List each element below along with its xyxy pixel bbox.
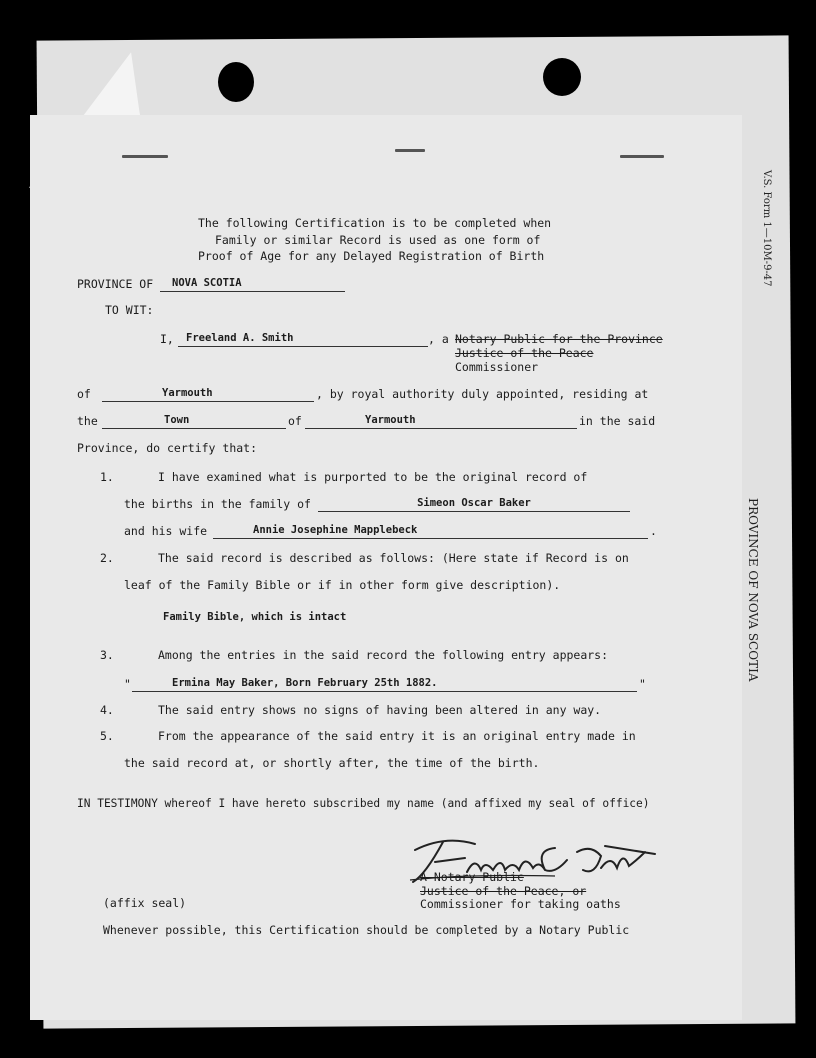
i-label: I, [160,332,174,346]
signer-justice: Justice of the Peace, or [420,884,587,898]
of-field: Yarmouth [102,387,314,402]
item1-line-1: I have examined what is purported to be the original record of [158,470,588,484]
item5-line-2: the said record at, or shortly after, the time of the birth. [124,756,540,770]
of2-label: of [288,414,302,428]
heading-line-2: Family or similar Record is used as one form of [215,233,541,247]
item3-line-1: Among the entries in the said record the following entry appears: [158,648,609,662]
to-wit-label: TO WIT: [105,303,154,317]
heading-line-1: The following Certification is to be completed when [198,216,552,230]
item5-line-1: From the appearance of the said entry it is an original entry made in [158,729,636,743]
mother-field: Annie Josephine Mapplebeck [213,524,648,539]
heading-line-3: Proof of Age for any Delayed Registration of Birth [198,249,545,263]
staple-center [395,149,425,152]
province-side-title: PROVINCE OF NOVA SCOTIA [746,498,760,682]
form-number-label: V.S. Form 1—10M-9-47 [761,170,772,287]
item1-number: 1. [100,470,114,484]
item4-line-1: The said entry shows no signs of having been altered in any way. [158,703,602,717]
a-label: , a [428,332,449,346]
item3-number: 3. [100,648,114,662]
staple-right [620,155,664,158]
item5-number: 5. [100,729,114,743]
mother-period: . [650,524,657,538]
item2-number: 2. [100,551,114,565]
in-said-label: in the said [579,414,656,428]
entry-field: Ermina May Baker, Born February 25th 1882. [132,677,637,692]
appointed-text: , by royal authority duly appointed, residing at [316,387,649,401]
the-label: the [77,414,98,428]
quote-close: " [639,677,646,691]
item1-line-2: the births in the family of [124,497,311,511]
affix-seal-label: (affix seal) [103,896,187,910]
punch-hole-right [543,58,581,96]
record-description: Family Bible, which is intact [163,611,347,623]
testimony-text: IN TESTIMONY whereof I have hereto subscribed my name (and affixed my seal of office) [77,797,650,810]
province-certify: Province, do certify that: [77,441,258,455]
quote-open: " [124,677,131,691]
wife-label: and his wife [124,524,208,538]
item2-line-1: The said record is described as follows: (Here state if Record is on [158,551,629,565]
office-notary: Notary Public for the Province [455,332,663,346]
town-field: Town [102,414,286,429]
name-field: Freeland A. Smith [178,332,428,347]
father-field: Simeon Oscar Baker [318,497,630,512]
office-commissioner: Commissioner [455,360,539,374]
item2-line-2: leaf of the Family Bible or if in other form give description). [124,578,561,592]
staple-left [122,155,168,158]
of-label: of [77,387,91,401]
place-field: Yarmouth [305,414,577,429]
signer-notary: A Notary Public [420,870,524,884]
office-justice: Justice of the Peace [455,346,594,360]
province-label: PROVINCE OF [77,277,154,291]
item4-number: 4. [100,703,114,717]
signer-commissioner: Commissioner for taking oaths [420,897,621,911]
province-field: NOVA SCOTIA [160,277,345,292]
footer-note: Whenever possible, this Certification should be completed by a Notary Public [103,923,630,937]
punch-hole-left [218,62,254,102]
